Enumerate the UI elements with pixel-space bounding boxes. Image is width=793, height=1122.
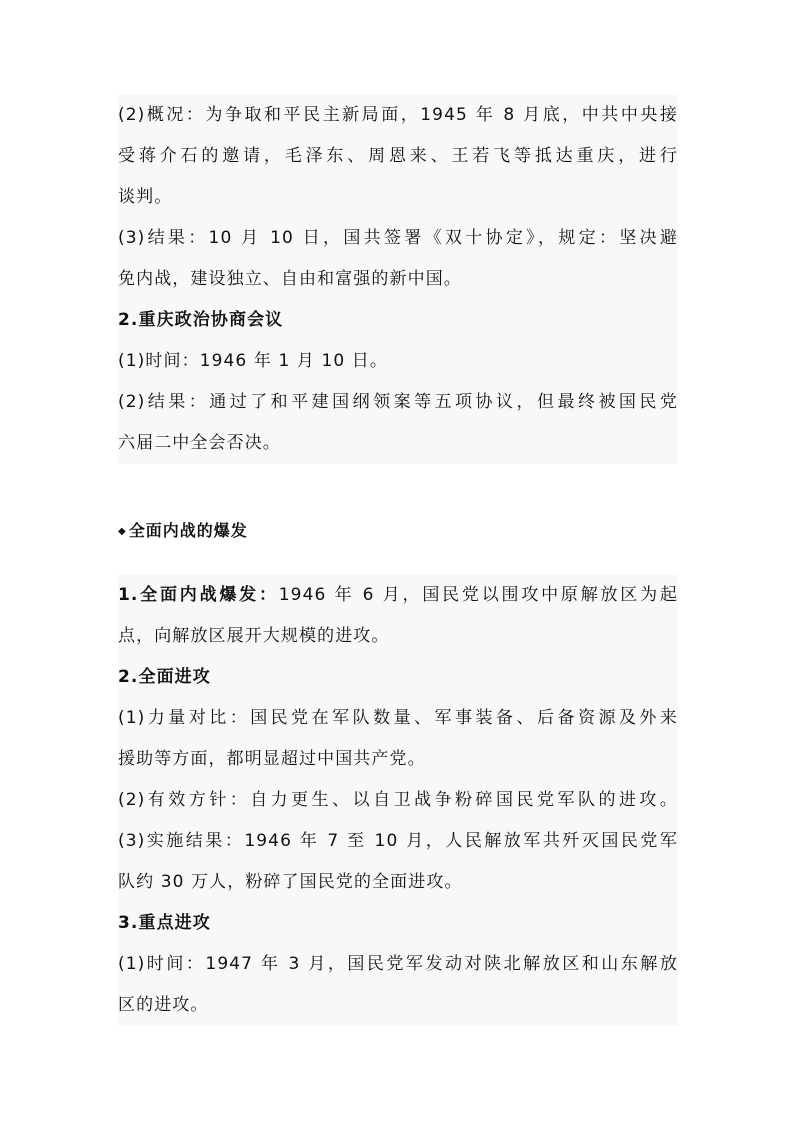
paragraph-line: 队约 30 万人，粉碎了国民党的全面进攻。 xyxy=(118,872,463,892)
section-title-text: 全面内战的爆发 xyxy=(128,521,248,540)
paragraph-line: (2)结果：通过了和平建国纲领案等五项协议，但最终被国民党 xyxy=(118,392,678,412)
paragraph-line: 点，向解放区展开大规模的进攻。 xyxy=(118,626,390,646)
subheading: 2.全面进攻 xyxy=(118,667,211,687)
paragraph-line: (1)时间：1946 年 1 月 10 日。 xyxy=(118,351,389,371)
paragraph-line: (1)力量对比：国民党在军队数量、军事装备、后备资源及外来 xyxy=(118,708,678,728)
paragraph-line xyxy=(118,575,678,616)
negotiation-block xyxy=(118,95,678,464)
paragraph-line: (3)结果：10 月 10 日，国共签署《双十协定》，规定：坚决避 xyxy=(118,228,678,248)
inline-text: 1946 年 6 月，国民党以围攻中原解放区为起 xyxy=(278,585,678,605)
subheading: 2.重庆政治协商会议 xyxy=(118,310,284,330)
paragraph-line: (2)概况：为争取和平民主新局面，1945 年 8 月底，中共中央接 xyxy=(118,105,678,125)
paragraph-line: 谈判。 xyxy=(118,187,173,207)
subheading: 3.重点进攻 xyxy=(118,913,211,933)
inline-heading: 1.全面内战爆发： xyxy=(118,585,279,605)
paragraph-line: (3)实施结果：1946 年 7 至 10 月，人民解放军共歼灭国民党军 xyxy=(118,831,678,851)
paragraph-line: 免内战，建设独立、自由和富强的新中国。 xyxy=(118,269,462,289)
section-heading xyxy=(118,516,248,547)
paragraph-line: 区的进攻。 xyxy=(118,995,209,1015)
paragraph-line: (2)有效方针：自力更生、以自卫战争粉碎国民党军队的进攻。 xyxy=(118,790,678,810)
paragraph-line: 援助等方面，都明显超过中国共产党。 xyxy=(118,749,426,769)
civil-war-block xyxy=(118,575,678,1026)
paragraph-line: 受蒋介石的邀请，毛泽东、周恩来、王若飞等抵达重庆，进行 xyxy=(118,146,678,166)
paragraph-line: 六届二中全会否决。 xyxy=(118,433,281,453)
paragraph-line: (1)时间：1947 年 3 月，国民党军发动对陕北解放区和山东解放 xyxy=(118,954,678,974)
diamond-bullet-icon: ◆ xyxy=(118,525,127,537)
